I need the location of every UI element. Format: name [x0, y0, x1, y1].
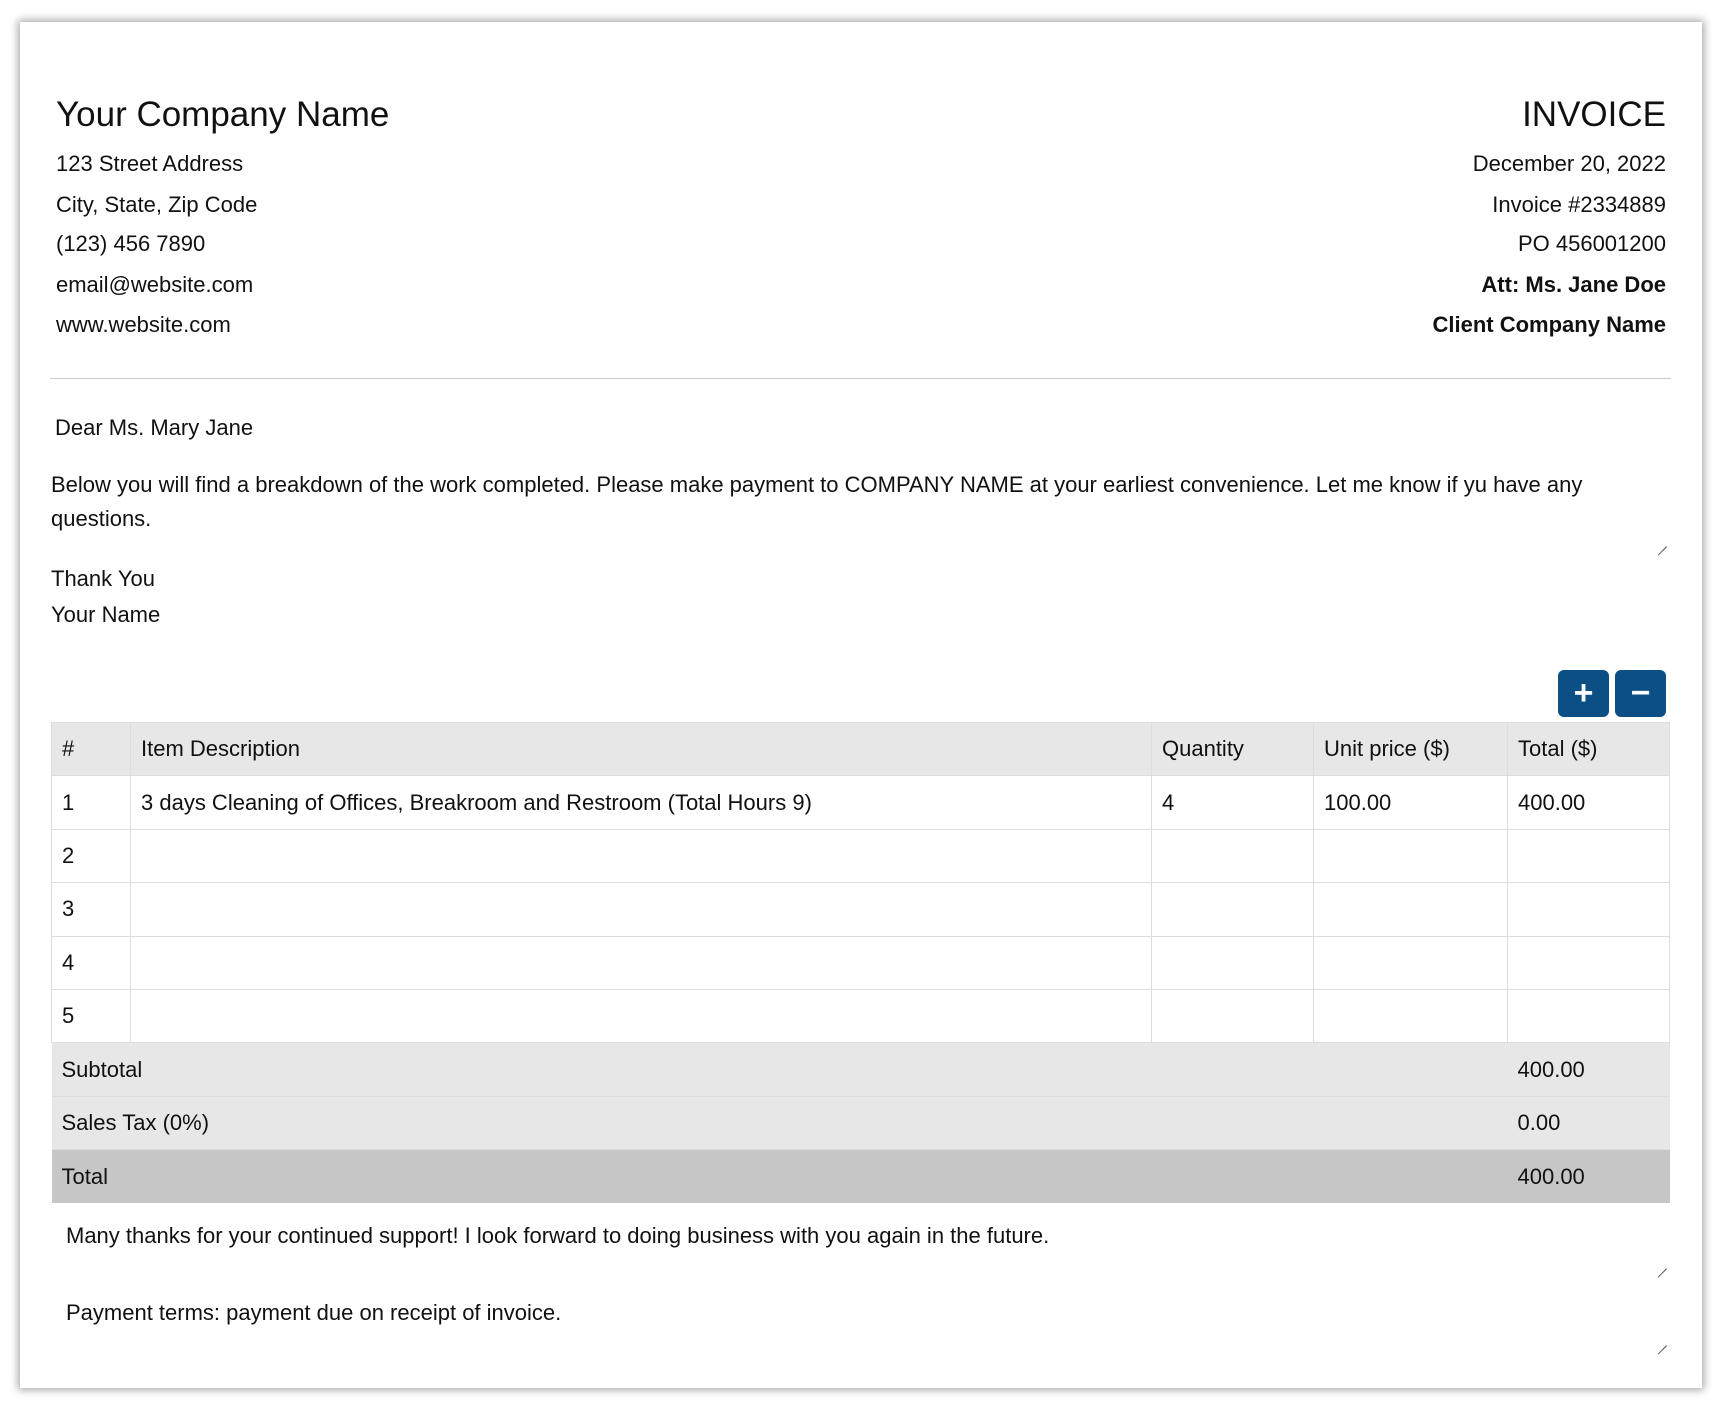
- total-row: [52, 1150, 1670, 1203]
- cell-total: 400.00: [1508, 776, 1670, 829]
- add-row-button[interactable]: +: [1558, 670, 1609, 717]
- cell-unit-price[interactable]: 100.00: [1314, 776, 1508, 829]
- cell-number: 2: [52, 829, 131, 882]
- cell-description[interactable]: [131, 883, 1152, 936]
- cell-total: [1508, 989, 1670, 1042]
- cell-unit-price[interactable]: [1314, 936, 1508, 989]
- resize-handle-icon[interactable]: [1655, 1257, 1667, 1269]
- tax-value: 0.00: [1508, 1096, 1670, 1149]
- resize-handle-icon[interactable]: [1655, 535, 1667, 547]
- subtotal-value: 400.00: [1508, 1043, 1670, 1096]
- cell-description[interactable]: [131, 936, 1152, 989]
- cell-quantity[interactable]: [1152, 829, 1314, 882]
- tax-label: Sales Tax (0%): [52, 1096, 1508, 1149]
- cell-number: 1: [52, 776, 131, 829]
- table-row: [52, 776, 1670, 829]
- cell-number: 3: [52, 883, 131, 936]
- table-row: [52, 989, 1670, 1042]
- cell-total: [1508, 883, 1670, 936]
- company-website[interactable]: www.website.com: [56, 312, 231, 337]
- cell-number: 4: [52, 936, 131, 989]
- table-header-row: [52, 723, 1670, 776]
- table-row: [52, 883, 1670, 936]
- total-label: Total: [61, 1163, 108, 1189]
- divider: [50, 378, 1671, 379]
- table-row: [52, 936, 1670, 989]
- total-value: 400.00: [1517, 1163, 1585, 1189]
- signature[interactable]: Your Name: [51, 602, 161, 627]
- greeting[interactable]: Dear Ms. Mary Jane: [55, 415, 254, 440]
- payment-terms-textarea[interactable]: Payment terms: payment due on receipt of invoice.: [66, 1300, 562, 1325]
- cell-quantity[interactable]: [1152, 883, 1314, 936]
- cell-description[interactable]: [131, 829, 1152, 882]
- table-row: [52, 829, 1670, 882]
- company-address[interactable]: 123 Street Address: [56, 151, 244, 176]
- attention[interactable]: Att: Ms. Jane Doe: [1481, 272, 1666, 297]
- col-total: Total ($): [1508, 723, 1670, 776]
- letter-body-textarea[interactable]: Below you will find a breakdown of the work completed. Please make payment to COMPANY NAME at your earliest convenience. Let me know if yu have any questions.: [51, 472, 1583, 531]
- invoice-number[interactable]: Invoice #2334889: [1492, 192, 1666, 217]
- col-number: #: [52, 723, 131, 776]
- subtotal-row: [52, 1043, 1670, 1096]
- resize-handle-icon[interactable]: [1655, 1334, 1667, 1346]
- cell-quantity[interactable]: 4: [1152, 776, 1314, 829]
- col-description: Item Description: [131, 723, 1152, 776]
- po-number[interactable]: PO 456001200: [1517, 231, 1666, 256]
- cell-unit-price[interactable]: [1314, 989, 1508, 1042]
- client-company[interactable]: Client Company Name: [1432, 312, 1666, 337]
- cell-total: [1508, 936, 1670, 989]
- cell-quantity[interactable]: [1152, 989, 1314, 1042]
- cell-description[interactable]: 3 days Cleaning of Offices, Breakroom and Restroom (Total Hours 9): [131, 776, 1152, 829]
- thanks-textarea[interactable]: Many thanks for your continued support! I look forward to doing business with you again in the future.: [66, 1223, 1050, 1248]
- company-name[interactable]: Your Company Name: [56, 95, 390, 134]
- cell-description[interactable]: [131, 989, 1152, 1042]
- cell-total: [1508, 829, 1670, 882]
- cell-unit-price[interactable]: [1314, 829, 1508, 882]
- closing[interactable]: Thank You: [51, 566, 155, 591]
- company-city[interactable]: City, State, Zip Code: [56, 192, 258, 217]
- tax-row: [52, 1096, 1670, 1149]
- cell-number: 5: [52, 989, 131, 1042]
- subtotal-label: Subtotal: [52, 1043, 1508, 1096]
- items-table: [51, 722, 1670, 1203]
- company-email[interactable]: email@website.com: [56, 272, 254, 297]
- remove-row-button[interactable]: −: [1615, 670, 1666, 717]
- col-quantity: Quantity: [1152, 723, 1314, 776]
- company-phone[interactable]: (123) 456 7890: [56, 231, 206, 256]
- invoice-title[interactable]: INVOICE: [1522, 95, 1666, 134]
- col-unit-price: Unit price ($): [1314, 723, 1508, 776]
- cell-quantity[interactable]: [1152, 936, 1314, 989]
- cell-unit-price[interactable]: [1314, 883, 1508, 936]
- invoice-date[interactable]: December 20, 2022: [1472, 151, 1666, 176]
